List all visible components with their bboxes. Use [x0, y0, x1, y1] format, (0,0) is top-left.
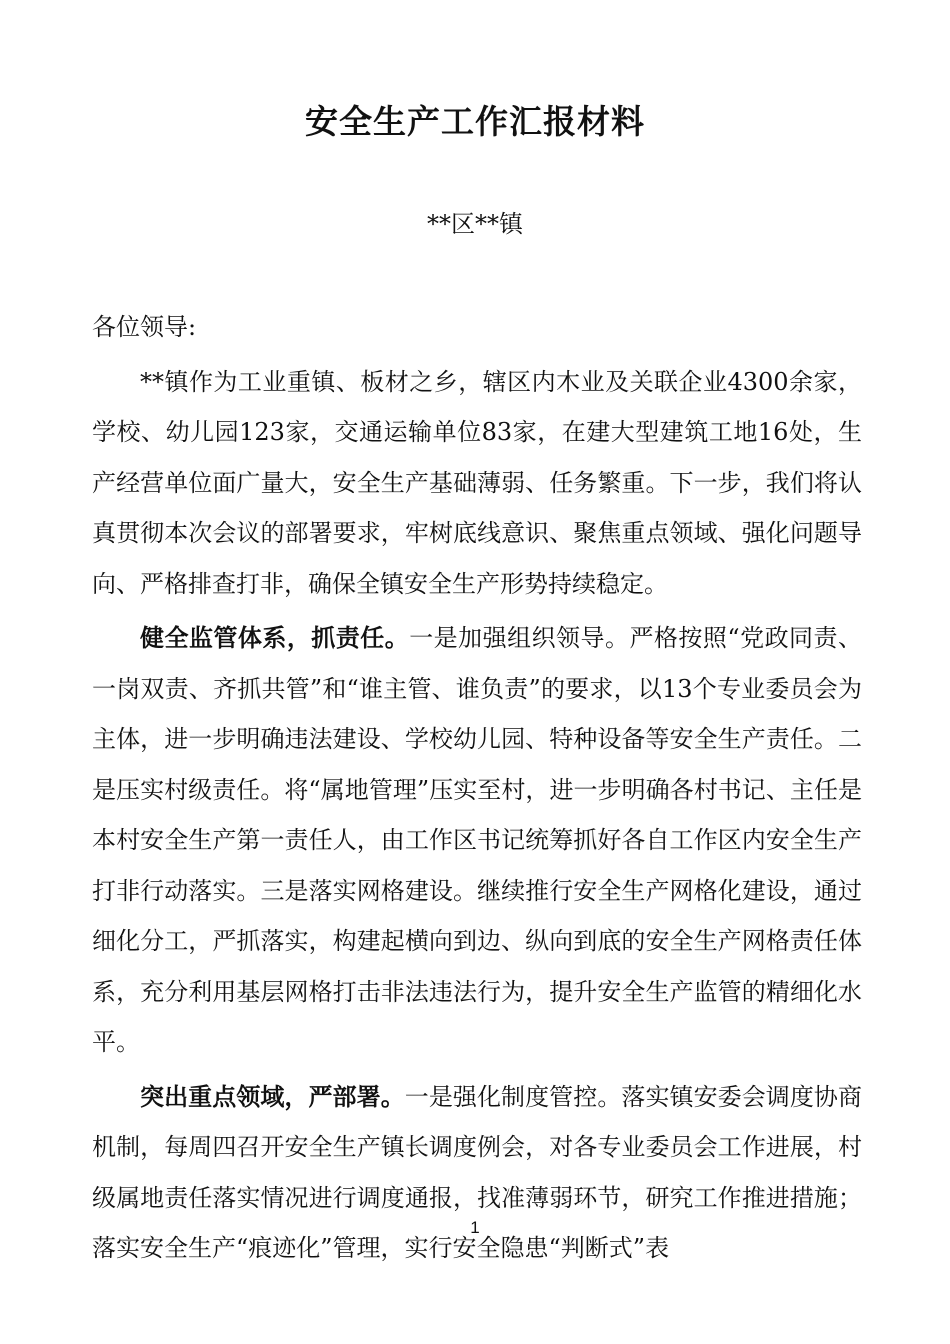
salutation: 各位领导:	[92, 313, 197, 341]
page-number: 1	[470, 1218, 480, 1237]
document-title: 安全生产工作汇报材料	[305, 102, 645, 141]
document-author: **区**镇	[427, 210, 523, 238]
paragraph-responsibility	[92, 613, 862, 1068]
paragraph-text: **镇作为工业重镇、板材之乡，辖区内木业及关联企业4300余家，学校、幼儿园123家，交通运输单位83家，在建大型建筑工地16处，生产经营单位面广量大，安全生产基础薄弱、任务繁重。下一步，我们将认真贯彻本次会议的部署要求，牢树底线意识、聚焦重点领域、强化问题导向、严格排查打非，确保全镇安全生产形势持续稳定。	[92, 367, 862, 598]
paragraph-heading: 突出重点领域，严部署。	[140, 1082, 405, 1111]
document-body	[92, 302, 862, 1274]
paragraph-text: 一是加强组织领导。严格按照“党政同责、一岗双责、齐抓共管”和“谁主管、谁负责”的要求，以13个专业委员会为主体，进一步明确违法建设、学校幼儿园、特种设备等安全生产责任。二是压实村级责任。将“属地管理”压实至村，进一步明确各村书记、主任是本村安全生产第一责任人，由工作区书记统筹抓好各自工作区内安全生产打非行动落实。三是落实网格建设。继续推行安全生产网格化建设，通过细化分工，严抓落实，构建起横向到边、纵向到底的安全生产网格责任体系，充分利用基层网格打击非法违法行为，提升安全生产监管的精细化水平。	[92, 624, 862, 1056]
paragraph-intro	[92, 357, 862, 610]
paragraph-heading: 健全监管体系，抓责任。	[140, 624, 410, 652]
paragraph-key-areas	[92, 1072, 862, 1274]
paragraph-text: 一是强化制度管控。落实镇安委会调度协商机制，每周四召开安全生产镇长调度例会，对各专业委员会工作进展，村级属地责任落实情况进行调度通报，找准薄弱环节，研究工作推进措施；落实安全生产“痕迹化”管理，实行安全隐患“判断式”表	[92, 1082, 863, 1262]
